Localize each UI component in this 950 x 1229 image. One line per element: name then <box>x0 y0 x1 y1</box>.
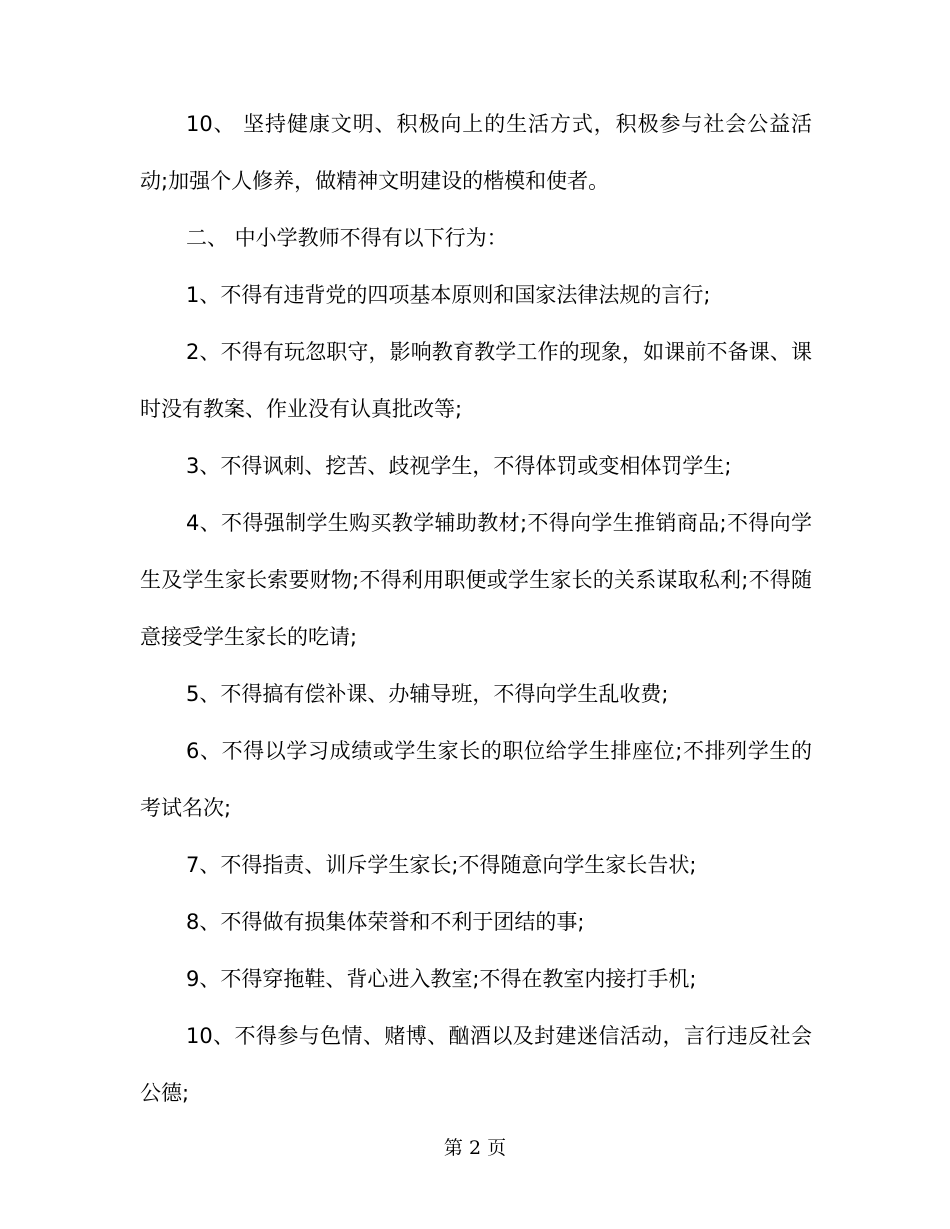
page-number-footer: 第 2 页 <box>443 1137 507 1159</box>
paragraph-item-2: 2、不得有玩忽职守，影响教育教学工作的现象，如课前不备课、课时没有教案、作业没有认真批改等; <box>140 340 812 421</box>
paragraph-item-4: 4、不得强制学生购买教学辅助教材;不得向学生推销商品;不得向学生及学生家长索要财物;不得利用职便或学生家长的关系谋取私利;不得随意接受学生家长的吃请; <box>140 511 812 649</box>
paragraph-item-3: 3、不得讽刺、挖苦、歧视学生，不得体罚或变相体罚学生; <box>186 454 732 478</box>
paragraph-item-1: 1、不得有违背党的四项基本原则和国家法律法规的言行; <box>186 283 711 307</box>
paragraph-item-8: 8、不得做有损集体荣誉和不利于团结的事; <box>186 910 585 934</box>
paragraph-item-5: 5、不得搞有偿补课、办辅导班，不得向学生乱收费; <box>186 682 669 706</box>
section-heading-prohibited-behaviors: 二、 中小学教师不得有以下行为： <box>186 226 508 250</box>
document-body <box>140 96 812 1122</box>
paragraph-item-6: 6、不得以学习成绩或学生家长的职位给学生排座位;不排列学生的考试名次; <box>140 739 812 820</box>
paragraph-item-7: 7、不得指责、训斥学生家长;不得随意向学生家长告状; <box>186 853 697 877</box>
paragraph-item-9: 9、不得穿拖鞋、背心进入教室;不得在教室内接打手机; <box>186 967 697 991</box>
paragraph-item-10: 10、不得参与色情、赌博、酗酒以及封建迷信活动，言行违反社会公德; <box>140 1024 812 1105</box>
paragraph-principle-10: 10、 坚持健康文明、积极向上的生活方式，积极参与社会公益活动;加强个人修养，做精神文明建设的楷模和使者。 <box>140 112 812 193</box>
